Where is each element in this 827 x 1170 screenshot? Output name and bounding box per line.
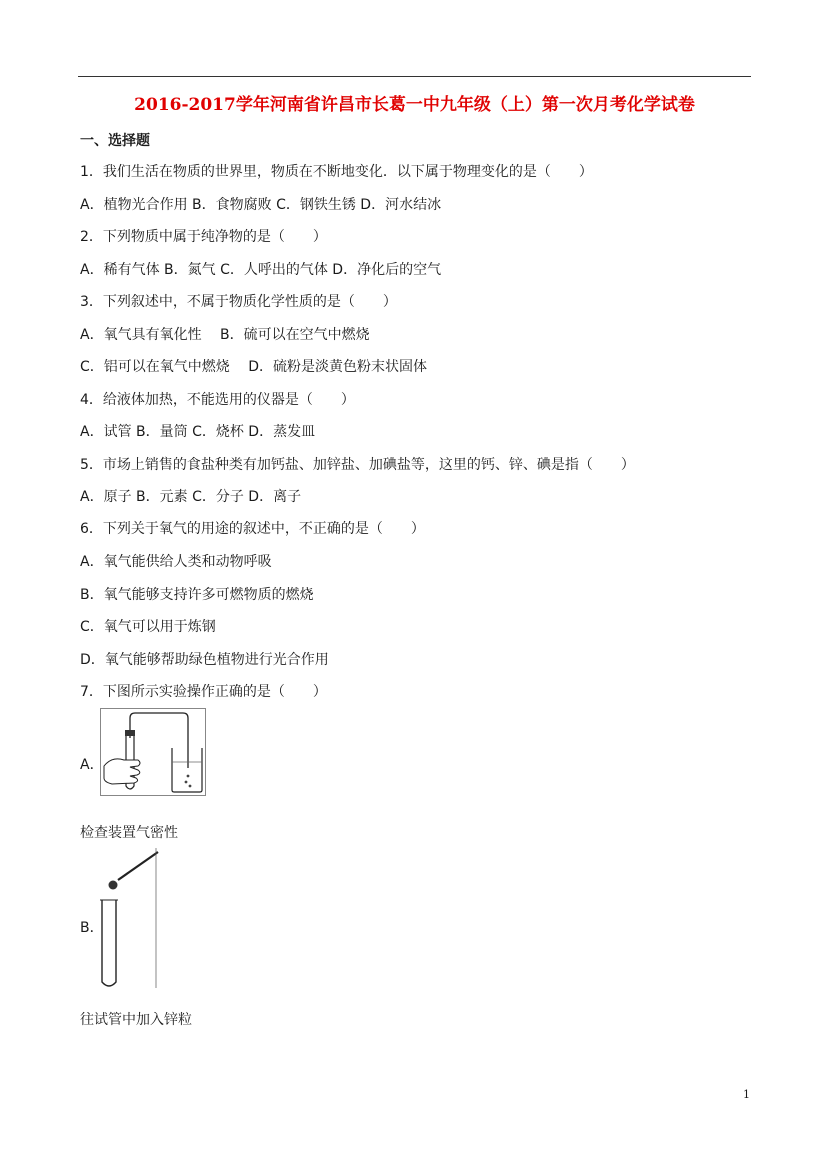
page-number: 1 — [743, 1088, 750, 1101]
question-2: 2．下列物质中属于纯净物的是（ ） — [80, 229, 327, 245]
question-7-option-a-caption: 检查装置气密性 — [80, 825, 178, 841]
add-zinc-granules-figure — [100, 848, 162, 992]
header-rule — [78, 76, 751, 77]
question-3-options-cd: C．铝可以在氧气中燃烧 D．硫粉是淡黄色粉末状固体 — [80, 359, 428, 375]
question-6-option-b: B．氧气能够支持许多可燃物质的燃烧 — [80, 587, 314, 603]
airtightness-check-figure — [100, 708, 206, 796]
question-7-option-b-caption: 往试管中加入锌粒 — [80, 1012, 192, 1028]
question-1-options: A．植物光合作用 B．食物腐败 C．钢铁生锈 D．河水结冰 — [80, 197, 442, 213]
question-4: 4．给液体加热，不能选用的仪器是（ ） — [80, 392, 355, 408]
question-5-options: A．原子 B．元素 C．分子 D．离子 — [80, 489, 302, 505]
question-6-option-a: A．氧气能供给人类和动物呼吸 — [80, 554, 272, 570]
question-7-option-a-label: A． — [80, 757, 104, 773]
question-7: 7．下图所示实验操作正确的是（ ） — [80, 684, 327, 700]
question-3: 3．下列叙述中，不属于物质化学性质的是（ ） — [80, 294, 397, 310]
page-title: 2016-2017学年河南省许昌市长葛一中九年级（上）第一次月考化学试卷 — [134, 95, 695, 115]
section-heading: 一、选择题 — [80, 133, 150, 149]
question-4-options: A．试管 B．量筒 C．烧杯 D．蒸发皿 — [80, 424, 316, 440]
question-2-options: A．稀有气体 B．氮气 C．人呼出的气体 D．净化后的空气 — [80, 262, 442, 278]
question-5: 5．市场上销售的食盐种类有加钙盐、加锌盐、加碘盐等，这里的钙、锌、碘是指（ ） — [80, 457, 635, 473]
question-6-option-c: C．氧气可以用于炼钢 — [80, 619, 216, 635]
question-7-option-b-label: B． — [80, 920, 104, 936]
question-6: 6．下列关于氧气的用途的叙述中，不正确的是（ ） — [80, 521, 425, 537]
question-6-option-d: D．氧气能够帮助绿色植物进行光合作用 — [80, 652, 329, 668]
question-1: 1．我们生活在物质的世界里，物质在不断地变化．以下属于物理变化的是（ ） — [80, 164, 593, 180]
question-3-options-ab: A．氧气具有氧化性 B．硫可以在空气中燃烧 — [80, 327, 370, 343]
